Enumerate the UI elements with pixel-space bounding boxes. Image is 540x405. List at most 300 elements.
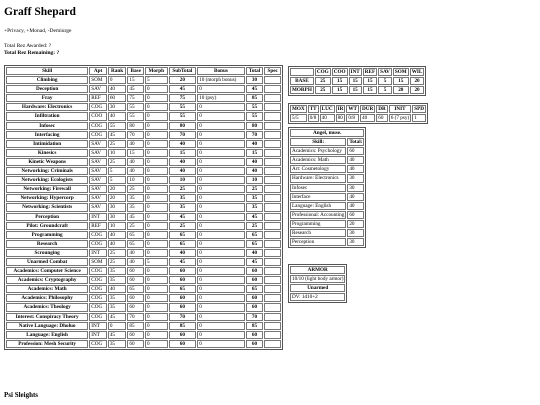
attributes-body [290, 77, 424, 94]
skill-cell: 40 [246, 140, 264, 148]
skill-cell: 10 [169, 176, 197, 184]
skill-cell: 70 [127, 313, 144, 321]
skill-cell: 0 [197, 140, 244, 148]
attribute-value: 15 [363, 77, 377, 85]
skill-cell: 40 [246, 167, 264, 175]
skill-cell: 40 [127, 258, 144, 266]
list-item [290, 156, 364, 164]
skill-cell: 25 [169, 185, 197, 193]
attribute-value: 20 [410, 86, 425, 94]
morph-skill-name: Research [290, 229, 346, 237]
skill-cell: COG [89, 276, 107, 284]
skill-cell: INT [89, 249, 107, 257]
skill-cell: 45 [127, 85, 144, 93]
table-row [6, 322, 281, 330]
skill-cell [264, 313, 281, 321]
skill-cell: 45 [169, 258, 197, 266]
skill-name: Interest: Conspiracy Theory [6, 313, 88, 321]
table-row [6, 140, 281, 148]
skill-cell: 10 [246, 176, 264, 184]
skill-cell: 70 [127, 131, 144, 139]
skill-cell: 70 [246, 313, 264, 321]
skill-cell: 0 [145, 294, 168, 302]
skill-cell: 60 [169, 267, 197, 275]
skill-cell: 35 [108, 294, 127, 302]
skill-cell: 60 [127, 331, 144, 339]
attribute-column-header: REF [364, 69, 376, 75]
skill-cell [264, 167, 281, 175]
skill-cell [264, 140, 281, 148]
skill-cell: 45 [169, 85, 197, 93]
skill-cell: 25 [108, 249, 127, 257]
table-row [290, 86, 424, 94]
skill-cell: 85 [246, 322, 264, 330]
skill-cell: 60 [246, 294, 264, 302]
attribute-value: 15 [363, 86, 377, 94]
skill-cell: 40 [169, 158, 197, 166]
skill-cell: 55 [246, 103, 264, 111]
morph-skill-name: Interface [290, 193, 346, 201]
skill-cell: 45 [246, 213, 264, 221]
skill-cell: 60 [127, 294, 144, 302]
morph-skill-name: Hardware: Electronics [290, 174, 346, 182]
skill-cell: 0 [197, 285, 244, 293]
morph-skill-name: Academics: Math [290, 156, 346, 164]
skill-cell: 0 [145, 340, 168, 348]
skill-cell [264, 149, 281, 157]
skill-cell: 65 [246, 285, 264, 293]
morph-skill-name: Infosec [290, 184, 346, 192]
stats-value-row [290, 114, 426, 122]
skill-cell: 0 [145, 249, 168, 257]
skill-cell: 0 [145, 85, 168, 93]
skill-cell: 60 [169, 303, 197, 311]
skill-cell: 20 [108, 194, 127, 202]
skills-column-header: Bonus [197, 67, 244, 75]
skills-table [4, 65, 283, 350]
skill-cell [264, 194, 281, 202]
table-row [6, 213, 281, 221]
skill-cell: 40 [169, 140, 197, 148]
skill-cell: 10 [108, 149, 127, 157]
skill-cell [264, 158, 281, 166]
table-row [6, 158, 281, 166]
skill-cell: SAV [89, 167, 107, 175]
skill-cell: SAV [89, 85, 107, 93]
stat-value: 60 [376, 114, 388, 122]
attributes-table [288, 66, 426, 96]
table-row [6, 294, 281, 302]
attribute-value: 15 [332, 77, 348, 85]
skill-name: Language: English [6, 331, 88, 339]
skills-column-header: Apt [89, 67, 107, 75]
stat-column-header: DUR [361, 106, 374, 112]
table-row [6, 103, 281, 111]
morph-skill-name: Perception [290, 238, 346, 246]
skill-cell: 60 [169, 276, 197, 284]
skill-name: Native Language: Dholuo [6, 322, 88, 330]
skill-cell: 0 [145, 276, 168, 284]
skill-cell: 0 [145, 103, 168, 111]
skill-cell: 65 [169, 240, 197, 248]
skill-cell: 25 [108, 140, 127, 148]
skills-body [6, 76, 281, 348]
table-row [6, 194, 281, 202]
skill-cell: 65 [127, 285, 144, 293]
skill-cell: 55 [127, 112, 144, 120]
skill-cell: COG [89, 122, 107, 130]
table-row [6, 112, 281, 120]
skill-cell: 5 [108, 176, 127, 184]
skill-cell: 40 [169, 249, 197, 257]
skill-cell: 60 [127, 303, 144, 311]
attribute-value: 5 [378, 86, 392, 94]
skill-cell: 40 [127, 167, 144, 175]
skill-name: Networking: Firewall [6, 185, 88, 193]
skill-name: Climbing [6, 76, 88, 84]
attribute-column-header: WIL [411, 69, 423, 75]
skill-cell: 0 [145, 112, 168, 120]
skill-cell: 25 [246, 222, 264, 230]
skill-cell: COG [89, 285, 107, 293]
skill-cell: 25 [127, 185, 144, 193]
attributes-header-row [290, 68, 424, 76]
skill-cell: 0 [145, 222, 168, 230]
skill-cell: SOM [89, 258, 107, 266]
skill-name: Academics: Theology [6, 303, 88, 311]
skill-cell: 60 [246, 276, 264, 284]
skill-cell: 45 [246, 258, 264, 266]
unarmed-value: DV: 1d10+2 [290, 293, 345, 301]
skill-cell [264, 340, 281, 348]
morph-name: Angel, muse. [290, 129, 364, 137]
skill-name: Academics: Computer Science [6, 267, 88, 275]
list-item [290, 211, 364, 219]
skill-cell: 0 [145, 322, 168, 330]
skill-cell [264, 222, 281, 230]
table-row [6, 231, 281, 239]
morph-skill-name: Language: English [290, 202, 346, 210]
skill-cell: 25 [127, 222, 144, 230]
skill-cell: INT [89, 331, 107, 339]
skill-cell: 0 [197, 222, 244, 230]
list-item [290, 165, 364, 173]
skill-cell: 0 [145, 203, 168, 211]
skill-cell [264, 258, 281, 266]
skill-name: Academics: Cryptography [6, 276, 88, 284]
skill-cell: 0 [197, 294, 244, 302]
skill-cell: SAV [89, 158, 107, 166]
skill-cell [264, 112, 281, 120]
skill-cell: 30 [108, 203, 127, 211]
attribute-value: 15 [349, 86, 362, 94]
skill-cell: 45 [169, 213, 197, 221]
skill-cell [264, 231, 281, 239]
skill-cell: COG [89, 340, 107, 348]
skill-cell: SAV [89, 185, 107, 193]
skill-cell [264, 249, 281, 257]
skill-name: Infosec [6, 122, 88, 130]
skill-cell: 65 [246, 231, 264, 239]
skill-cell: 0 [197, 185, 244, 193]
skill-cell: 40 [108, 285, 127, 293]
skill-cell: COG [89, 313, 107, 321]
skill-cell: 65 [169, 231, 197, 239]
table-row [6, 94, 281, 102]
list-item [290, 147, 364, 155]
skill-cell: 10 (morph bonus) [197, 76, 244, 84]
attribute-column-header [290, 68, 314, 76]
skill-cell: 35 [127, 194, 144, 202]
skill-name: Intimidation [6, 140, 88, 148]
skill-name: Networking: Hypercorp [6, 194, 88, 202]
stat-value: 0/8 [346, 114, 359, 122]
skill-cell [264, 322, 281, 330]
attribute-column-header: SAV [380, 69, 390, 75]
skill-cell [264, 303, 281, 311]
attribute-value: 15 [393, 77, 409, 85]
skill-cell: 0 [197, 149, 244, 157]
table-row [6, 76, 281, 84]
skill-cell: 0 [108, 76, 127, 84]
skill-cell: 65 [246, 240, 264, 248]
skill-cell: 0 [197, 303, 244, 311]
skill-cell: 0 [145, 167, 168, 175]
skill-cell: 85 [246, 94, 264, 102]
skill-cell: 60 [169, 331, 197, 339]
skill-cell: 0 [145, 149, 168, 157]
skill-cell: 35 [108, 340, 127, 348]
skill-name: Networking: Ecologists [6, 176, 88, 184]
skill-cell: 25 [108, 158, 127, 166]
skill-cell: 60 [127, 276, 144, 284]
skill-cell: 65 [127, 240, 144, 248]
skill-cell: 60 [246, 303, 264, 311]
skill-cell: 0 [108, 322, 127, 330]
table-row [6, 331, 281, 339]
skill-name: Interfacing [6, 131, 88, 139]
skill-cell: INT [89, 322, 107, 330]
skill-cell [264, 294, 281, 302]
attribute-value: 15 [349, 77, 362, 85]
skill-cell: 70 [169, 131, 197, 139]
stat-column-header: MOX [292, 106, 305, 112]
skill-name: Networking: Criminals [6, 167, 88, 175]
skill-cell: 40 [127, 158, 144, 166]
skill-name: Academics: Philosophy [6, 294, 88, 302]
skill-cell: COG [89, 231, 107, 239]
skill-cell: REF [89, 222, 107, 230]
skill-cell: 0 [197, 258, 244, 266]
attribute-value: 15 [332, 86, 348, 94]
skill-cell: 5 [108, 167, 127, 175]
skill-cell: 0 [145, 313, 168, 321]
skill-cell: 25 [108, 258, 127, 266]
skill-cell: 0 [145, 213, 168, 221]
attribute-row-label: MORPH [292, 87, 312, 94]
list-item [290, 184, 364, 192]
skill-cell: 80 [169, 122, 197, 130]
list-item [290, 229, 364, 237]
morph-skill-total: 40 [347, 193, 364, 201]
skill-cell: SOM [89, 76, 107, 84]
skill-cell: 0 [197, 249, 244, 257]
skills-column-header: Skill [6, 67, 88, 75]
attribute-column-header: COG [316, 69, 329, 75]
morph-skill-total: 20 [347, 220, 364, 228]
skill-cell: SAV [89, 140, 107, 148]
skill-cell: 35 [108, 303, 127, 311]
skill-cell: 40 [108, 85, 127, 93]
skill-cell: 0 [145, 240, 168, 248]
skills-column-header: Rank [108, 67, 127, 75]
skill-cell: COO [89, 112, 107, 120]
skill-name: Pilot: Groundcraft [6, 222, 88, 230]
skill-cell: 0 [145, 331, 168, 339]
table-row [6, 340, 281, 348]
list-item [290, 202, 364, 210]
morph-skill-total: 40 [347, 202, 364, 210]
armor-table [288, 264, 347, 303]
skill-cell [264, 176, 281, 184]
skill-cell: 20 [108, 185, 127, 193]
skill-cell: 5 [145, 258, 168, 266]
table-row [6, 203, 281, 211]
attribute-column-header: SOM [394, 69, 407, 75]
attribute-value: 5 [378, 77, 392, 85]
skill-cell: 45 [108, 331, 127, 339]
skill-cell: 45 [246, 85, 264, 93]
skill-cell: 0 [145, 185, 168, 193]
skill-cell: 15 [169, 149, 197, 157]
stat-column-header: INIT [389, 105, 411, 113]
skill-name: Unarmed Combat [6, 258, 88, 266]
skill-cell: 80 [246, 122, 264, 130]
attribute-row-label: BASE [290, 77, 314, 85]
skill-cell: REF [89, 94, 107, 102]
skill-cell: 85 [169, 322, 197, 330]
skill-cell: 10 [108, 222, 127, 230]
table-row [6, 249, 281, 257]
attribute-value: 20 [410, 77, 425, 85]
attribute-column-header: INT [350, 69, 360, 75]
morph-skill-header: Skill: [290, 138, 346, 146]
skill-cell: COG [89, 240, 107, 248]
skill-cell: 60 [169, 340, 197, 348]
character-traits: +Privacy, +Monad, -Demiurge [4, 28, 72, 34]
derived-stats-table [288, 103, 428, 124]
skill-cell: 0 [145, 94, 168, 102]
morph-skill-total: 40 [347, 156, 364, 164]
skills-column-header: Base [127, 67, 144, 75]
skill-cell: 0 [145, 140, 168, 148]
skill-cell: 15 [246, 149, 264, 157]
skill-cell: 35 [169, 194, 197, 202]
table-row [290, 77, 424, 85]
skill-cell: 15 [127, 149, 144, 157]
skill-cell: COG [89, 103, 107, 111]
armor-header: ARMOR [290, 266, 345, 274]
skill-name: Networking: Scientists [6, 203, 88, 211]
skill-cell: 85 [127, 322, 144, 330]
skill-cell: 20 [169, 76, 197, 84]
skill-name: Kinesics [6, 149, 88, 157]
list-item [290, 238, 364, 246]
table-row [6, 131, 281, 139]
character-name: Graff Shepard [4, 6, 76, 18]
skill-name: Scrounging [6, 249, 88, 257]
skill-cell: 0 [197, 112, 244, 120]
skill-cell: 55 [169, 112, 197, 120]
skill-cell: 35 [108, 267, 127, 275]
skill-cell: 0 [145, 267, 168, 275]
skill-cell: 40 [246, 249, 264, 257]
skill-name: Kinetic Weapons [6, 158, 88, 166]
skill-cell [264, 285, 281, 293]
stats-header-row [290, 105, 426, 113]
skill-cell: 35 [169, 203, 197, 211]
skill-cell: SAV [89, 149, 107, 157]
skill-cell [264, 203, 281, 211]
skill-cell [264, 213, 281, 221]
skill-cell: 55 [108, 122, 127, 130]
morph-skill-name: Programming [290, 220, 346, 228]
skill-cell: 0 [197, 203, 244, 211]
skill-cell: 0 [197, 103, 244, 111]
morph-skill-name: Professional: Accounting [292, 211, 345, 218]
skill-cell: 10 [127, 176, 144, 184]
skill-cell: 0 [145, 158, 168, 166]
skill-cell: 0 [197, 340, 244, 348]
stat-column-header: LUC [321, 106, 333, 112]
skill-cell [264, 331, 281, 339]
skills-column-header: SubTotal [169, 67, 197, 75]
skill-cell: 0 [197, 322, 244, 330]
stat-column-header: IR [337, 106, 344, 112]
table-row [6, 149, 281, 157]
skill-cell: 75 [169, 94, 197, 102]
skill-cell: 40 [246, 158, 264, 166]
skill-cell: 40 [108, 112, 127, 120]
skill-cell: 80 [127, 122, 144, 130]
skill-cell [264, 276, 281, 284]
skill-cell: 40 [108, 231, 127, 239]
skill-cell: 0 [197, 231, 244, 239]
skill-cell: 0 [197, 213, 244, 221]
skill-cell: 5 [145, 76, 168, 84]
unarmed-header: Unarmed [290, 284, 345, 292]
skill-cell: 60 [246, 331, 264, 339]
stat-value: 40 [360, 114, 375, 122]
skill-cell: 10 (psy) [197, 94, 244, 102]
skill-cell [264, 131, 281, 139]
table-row [6, 285, 281, 293]
stat-value: 80 [336, 114, 346, 122]
attribute-value: 20 [393, 86, 409, 94]
table-row [6, 167, 281, 175]
skill-cell [264, 122, 281, 130]
skills-column-header: Morph [145, 67, 168, 75]
attribute-value: 25 [315, 86, 331, 94]
skill-cell: 60 [169, 294, 197, 302]
skill-cell: 55 [246, 112, 264, 120]
skill-name: Perception [6, 213, 88, 221]
skill-cell: INT [89, 213, 107, 221]
skill-name: Infiltration [6, 112, 88, 120]
table-row [6, 267, 281, 275]
table-row [6, 222, 281, 230]
skill-cell: 0 [197, 85, 244, 93]
